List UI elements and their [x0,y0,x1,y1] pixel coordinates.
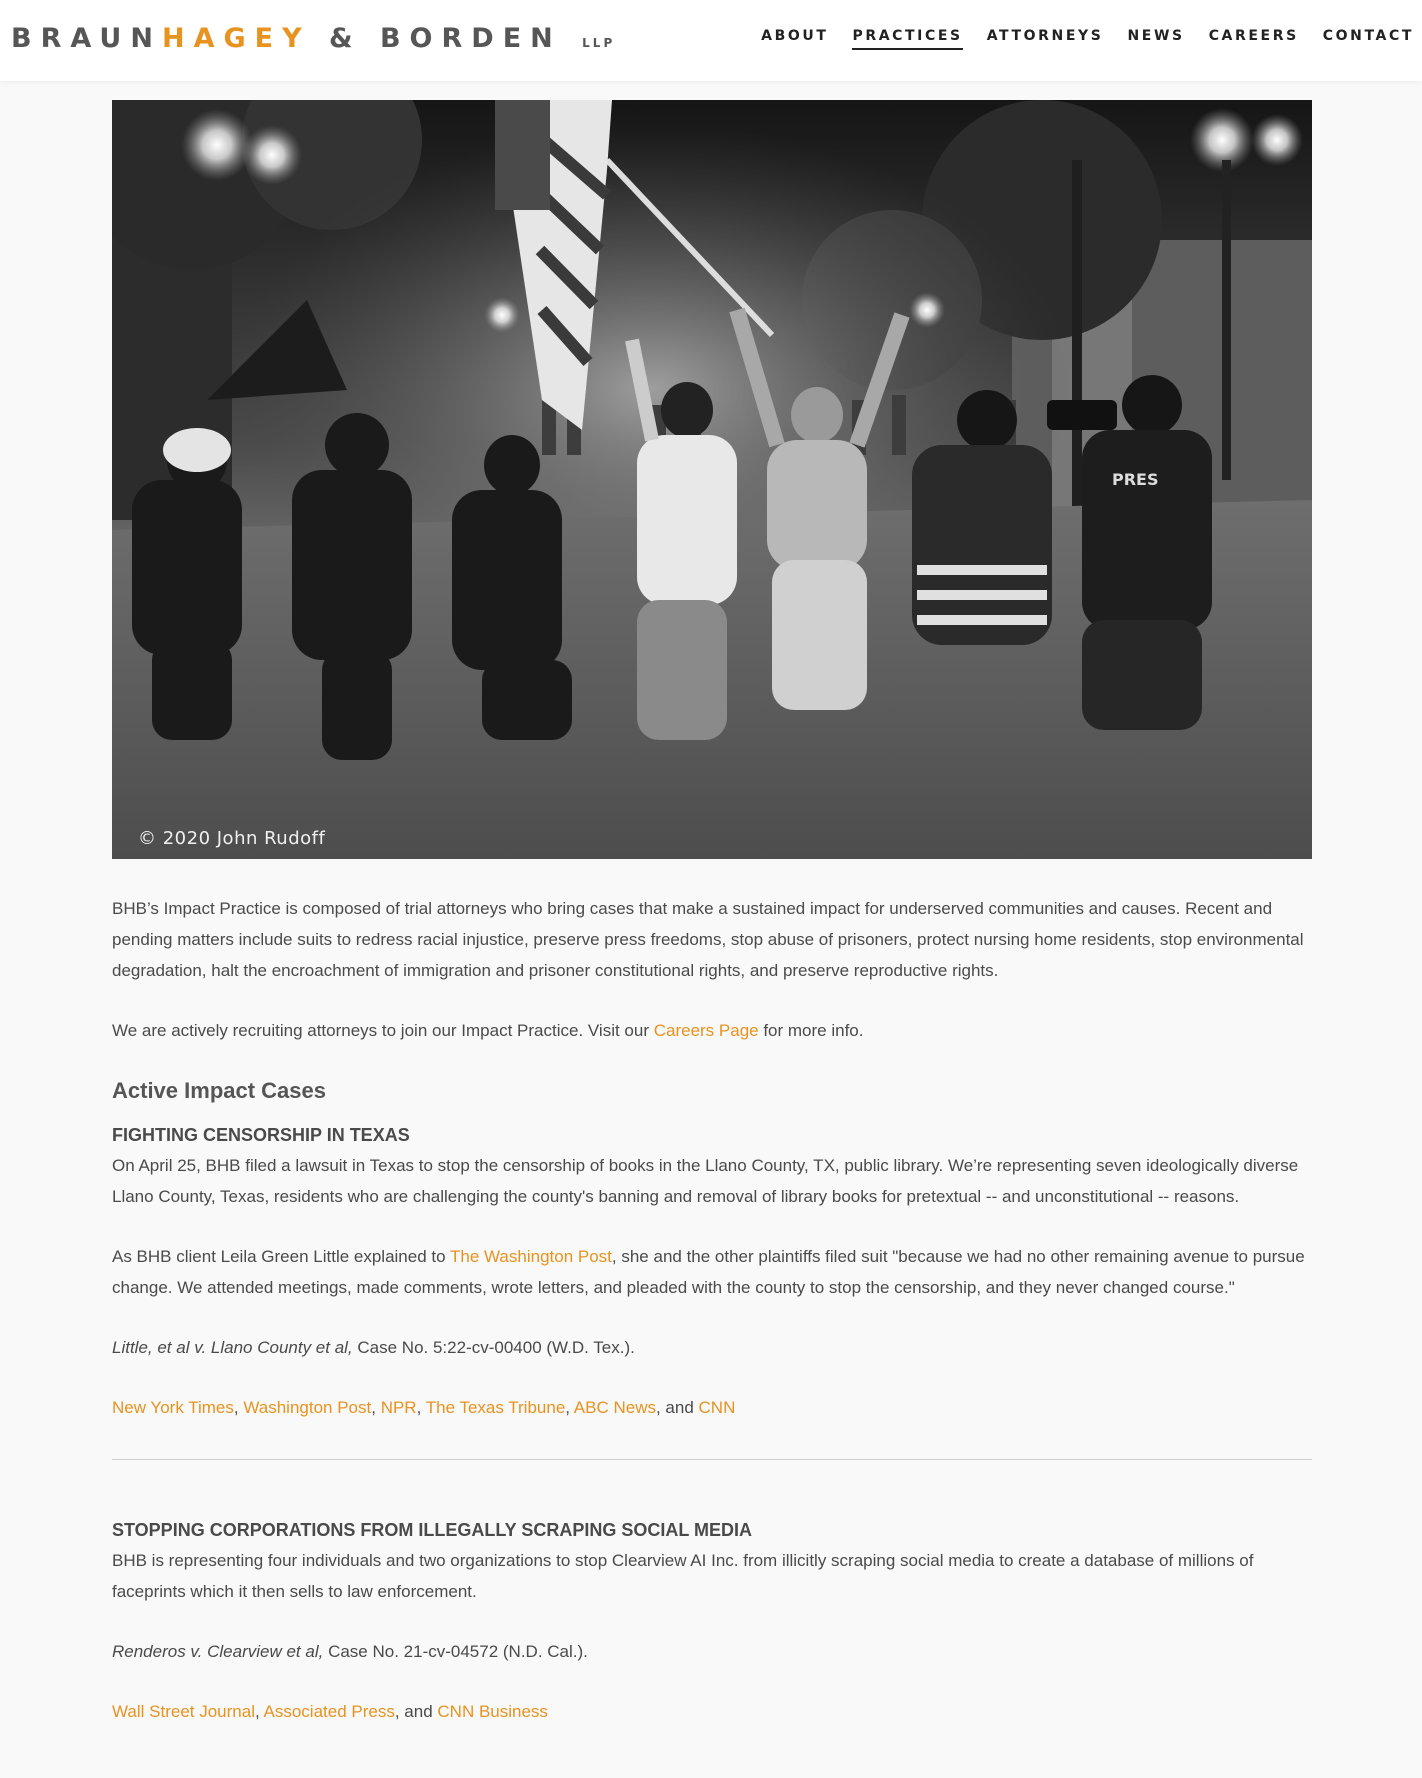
nav-practices[interactable]: PRACTICES [852,28,962,50]
nav-about[interactable]: ABOUT [761,28,829,44]
press-vest-text: PRES [1112,470,1159,489]
main-nav [737,28,1414,50]
intro-paragraph: BHB’s Impact Practice is composed of trial attorneys who bring cases that make a sustained impact for underserved communities and causes. Recent and pending matters include suits to redress racial injustice, preserve press freedoms, stop abuse of prisoners, protect nursing home residents, stop environmental degradation, halt the encroachment of immigration and prisoner constitutional rights, and preserve reproductive rights. [112,899,1304,980]
case-title: FIGHTING CENSORSHIP IN TEXAS [112,1125,410,1145]
case-title: STOPPING CORPORATIONS FROM ILLEGALLY SCRAPING SOCIAL MEDIA [112,1520,753,1540]
separator: , [416,1398,426,1417]
recruit-text-after: for more info. [758,1021,864,1040]
logo-llp: LLP [582,36,616,50]
separator: , [371,1398,381,1417]
press-link-npr[interactable]: NPR [380,1398,417,1417]
nav-news[interactable]: NEWS [1127,28,1185,44]
press-links [112,1696,1312,1727]
hero-photo [112,100,1312,859]
case-body: BHB is representing four individuals and two organizations to stop Clearview AI Inc. from illicitly scraping social media to create a database of millions of faceprints which it then sells to law enforcement. [112,1551,1254,1601]
careers-page-link[interactable]: Careers Page [653,1021,759,1040]
protest-photo-illustration [112,100,1312,859]
washington-post-quote-link[interactable]: The Washington Post [450,1247,612,1266]
separator: , [254,1702,264,1721]
quote-after: , she and the other plaintiffs filed suit "because we had no other remaining avenue to pursue change. We attended meetings, made comments, wrote letters, and pleaded with the county to stop the censorship, and they never changed course." [112,1247,1305,1297]
separator: , [565,1398,574,1417]
citation-name: Renderos v. Clearview et al, [112,1642,324,1661]
case-quote [112,1241,1312,1303]
case-divider [112,1459,1312,1460]
nav-attorneys[interactable]: ATTORNEYS [986,28,1104,44]
case-body: On April 25, BHB filed a lawsuit in Texas to stop the censorship of books in the Llano County, TX, public library. We’re representing seven ideologically diverse Llano County, Texas, residents who are challenging the county's banning and removal of library books for pretextual -- and unconstitutional -- reasons. [112,1156,1299,1206]
separator-and: , and [394,1702,438,1721]
case-censorship [112,1122,1312,1423]
case-scraping [112,1517,1312,1727]
logo-borden: & BORDEN [310,23,562,54]
case-citation [112,1636,1312,1667]
site-header [0,0,1422,81]
press-link-cnn-business[interactable]: CNN Business [437,1702,548,1721]
press-link-associated-press[interactable]: Associated Press [263,1702,395,1721]
firm-logo[interactable] [11,23,615,54]
section-title: Active Impact Cases [112,1078,326,1103]
citation-number: Case No. 5:22-cv-00400 (W.D. Tex.). [352,1338,635,1357]
logo-hagey: HAGEY [161,23,311,54]
nav-contact[interactable]: CONTACT [1322,28,1414,44]
press-link-cnn[interactable]: CNN [698,1398,736,1417]
main-content [112,893,1312,1756]
separator-and: , and [655,1398,699,1417]
recruiting-paragraph [112,1015,1312,1046]
separator: , [233,1398,244,1417]
nav-careers[interactable]: CAREERS [1208,28,1299,44]
citation-number: Case No. 21-cv-04572 (N.D. Cal.). [323,1642,588,1661]
citation-name: Little, et al v. Llano County et al, [112,1338,353,1357]
press-link-washington-post[interactable]: Washington Post [243,1398,372,1417]
press-links [112,1392,1312,1423]
case-citation [112,1332,1312,1363]
press-link-texas-tribune[interactable]: The Texas Tribune [425,1398,566,1417]
press-link-wsj[interactable]: Wall Street Journal [112,1702,255,1721]
photo-credit: © 2020 John Rudoff [138,828,326,849]
press-link-abc-news[interactable]: ABC News [573,1398,656,1417]
recruit-text-before: We are actively recruiting attorneys to join our Impact Practice. Visit our [112,1021,654,1040]
quote-before: As BHB client Leila Green Little explained to [112,1247,450,1266]
logo-braun: BRAUN [11,23,162,54]
press-link-nyt[interactable]: New York Times [112,1398,234,1417]
